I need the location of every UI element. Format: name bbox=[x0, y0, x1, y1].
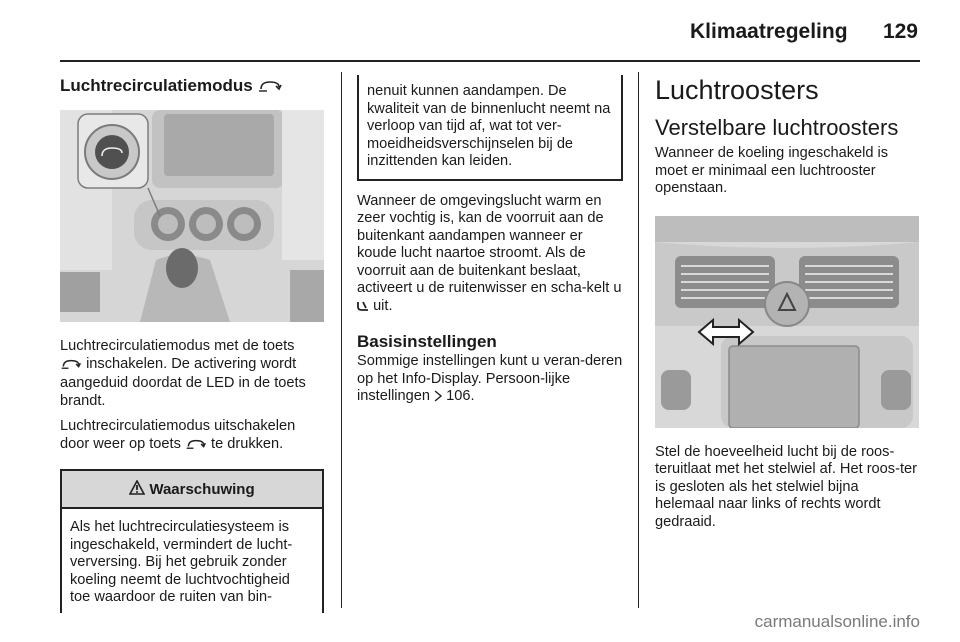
column-3 bbox=[655, 75, 920, 531]
warning-text-continued: nenuit kunnen aandampen. De kwaliteit van de binnenlucht neemt na verloop van tijd af, wat tot ver-moeidheidsverschijnselen bij de inzittenden kan leiden. bbox=[367, 83, 611, 169]
watermark: carmanualsonline.info bbox=[754, 612, 920, 631]
column-1 bbox=[60, 75, 324, 613]
paragraph-deactivate: Luchtrecirculatiemodus uitschakelen door weer op toets te drukken. bbox=[60, 418, 324, 455]
recirculation-icon bbox=[185, 438, 207, 456]
wiper-icon bbox=[357, 300, 369, 318]
warning-text: Als het luchtrecirculatiesysteem is ingeschakeld, vermindert de lucht-verversing. Bij het gebruik zonder koeling neemt de luchtvochtigheid toe waardoor de ruiten van bin- bbox=[70, 519, 293, 605]
subsection-heading: Verstelbare luchtroosters bbox=[655, 115, 899, 140]
air-vents-photo bbox=[655, 216, 919, 428]
paragraph-activate: Luchtrecirculatiemodus met de toets inschakelen. De activering wordt aangeduid doordat de LED in de toets brandt. bbox=[60, 338, 306, 409]
paragraph-basic-settings: Sommige instellingen kunt u veran-deren op het Info-Display. Persoon-lijke instellingen 106. bbox=[357, 353, 623, 408]
header-rule bbox=[60, 60, 920, 62]
chapter-heading: Luchtroosters bbox=[655, 75, 819, 105]
column-divider-left bbox=[341, 72, 342, 608]
paragraph-windscreen-fogging: Wanneer de omgevingslucht warm en zeer vochtig is, kan de voorruit aan de buitenkant aandampen wanneer er koude lucht naartoe stroomt. Als de voorruit aan de buitenkant beslaat, activeert u de ruitenwisser en scha-kelt u uit. bbox=[357, 193, 623, 318]
column-divider-right bbox=[638, 72, 639, 608]
paragraph-adjust-vent: Stel de hoeveelheid lucht bij de roos-teruitlaat met het stelwiel af. Het roos-ter is gesloten als het stelwiel bijna helemaal naar links of rechts wordt gedraaid. bbox=[655, 443, 917, 530]
warning-header: Waarschuwing bbox=[62, 471, 322, 509]
recirculation-icon bbox=[60, 358, 82, 376]
section-heading-basic-settings: Basisinstellingen bbox=[357, 332, 497, 351]
recirculation-button-photo bbox=[60, 110, 324, 322]
column-2 bbox=[357, 75, 623, 408]
page-number: 129 bbox=[882, 20, 918, 43]
section-heading-recirculation: Luchtrecirculatiemodus bbox=[60, 75, 324, 99]
paragraph-min-vent-open: Wanneer de koeling ingeschakeld is moet er minimaal een luchtrooster openstaan. bbox=[655, 145, 889, 196]
header-title: Klimaatregeling bbox=[690, 20, 848, 43]
warning-box bbox=[60, 469, 324, 613]
warning-triangle-icon bbox=[129, 480, 145, 499]
page-reference-arrow-icon bbox=[434, 390, 442, 408]
recirculation-icon bbox=[257, 77, 283, 99]
warning-box-continued bbox=[357, 75, 623, 181]
